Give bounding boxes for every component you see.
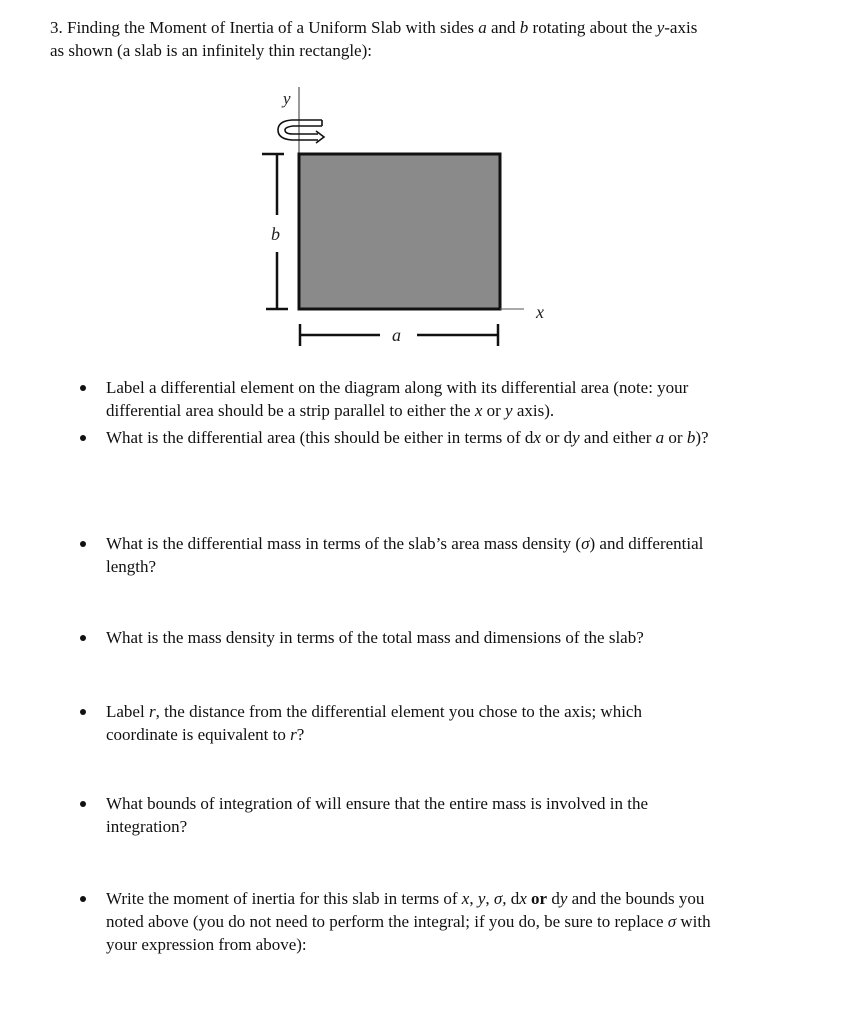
bullet-line: Label a differential element on the diagram along with its differential area (note: your: [106, 378, 689, 397]
rotation-arrow-icon: [278, 120, 324, 143]
a-dimension-label: a: [392, 325, 401, 345]
title-line-2: as shown (a slab is an infinitely thin rectangle):: [50, 41, 372, 60]
bullet-dot-icon: [80, 709, 86, 715]
b-dimension-label: b: [271, 224, 280, 244]
bullet-line: Label r, the distance from the differential element you chose to the axis; which: [106, 702, 642, 721]
problem-title: [50, 16, 790, 62]
bullet-text: [106, 626, 776, 649]
bullet-line: length?: [106, 557, 157, 576]
bullet-text: [106, 426, 776, 449]
bullet-line: differential area should be a strip parallel to either the x or y axis).: [106, 401, 555, 420]
bullet-text: [106, 532, 776, 578]
bullet-line: noted above (you do not need to perform the integral; if you do, be sure to replace σ with: [106, 912, 711, 931]
bullet-dot-icon: [80, 635, 86, 641]
bullet-line: What is the differential area (this should be either in terms of dx or dy and either a or b)?: [106, 428, 709, 447]
slab-diagram: [250, 80, 570, 360]
bullet-line: Write the moment of inertia for this slab in terms of x, y, σ, dx or dy and the bounds you: [106, 889, 705, 908]
bullet-line: What is the differential mass in terms of the slab’s area mass density (σ) and differential: [106, 534, 704, 553]
bullet-text: [106, 792, 776, 838]
bullet-dot-icon: [80, 541, 86, 547]
bullet-text: [106, 700, 776, 746]
bullet-line: your expression from above):: [106, 935, 307, 954]
bullet-dot-icon: [80, 801, 86, 807]
bullet-line: integration?: [106, 817, 188, 836]
x-axis-label: x: [536, 302, 544, 322]
y-axis-label: y: [283, 89, 291, 108]
bullet-dot-icon: [80, 385, 86, 391]
slab-rectangle: [299, 154, 500, 309]
bullet-line: What bounds of integration of will ensure that the entire mass is involved in the: [106, 794, 648, 813]
bullet-line: coordinate is equivalent to r?: [106, 725, 305, 744]
bullet-text: [106, 887, 776, 956]
bullet-dot-icon: [80, 896, 86, 902]
bullet-dot-icon: [80, 435, 86, 441]
bullet-line: What is the mass density in terms of the total mass and dimensions of the slab?: [106, 628, 644, 647]
title-line-1: 3. Finding the Moment of Inertia of a Uniform Slab with sides a and b rotating about the y-axis: [50, 18, 698, 37]
bullet-text: [106, 376, 776, 422]
